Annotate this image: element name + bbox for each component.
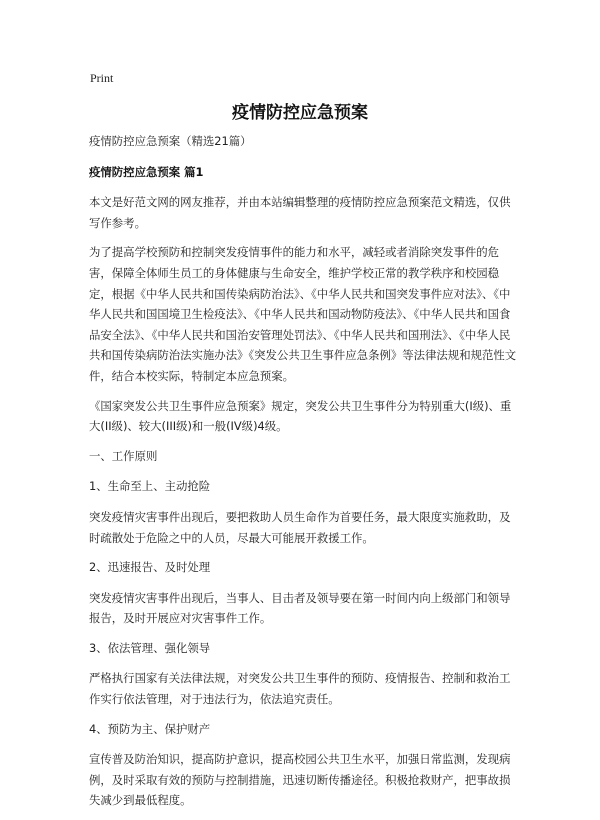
classification-paragraph: 《国家突发公共卫生事件应急预案》规定，突发公共卫生事件分为特别重大(I级)、重大(II级)、较大(III级)和一般(IV级)4级。 bbox=[89, 398, 512, 434]
section-title: 疫情防控应急预案 篇1 bbox=[89, 164, 204, 179]
page-title: 疫情防控应急预案 bbox=[232, 103, 368, 123]
principle-3-heading: 3、依法管理、强化领导 bbox=[89, 640, 211, 655]
purpose-paragraph: 为了提高学校预防和控制突发疫情事件的能力和水平，减轻或者消除突发事件的危害，保障全体师生员工的身体健康与生命安全，维护学校正常的教学秩序和校园稳定，根据《中华人民共和国传染病防治法》、《中华人民共和国突发事件应对法》、《中华人民共和国国境卫生检疫法》、《中华人民共和国动物防疫法》、《中华人民共和国食品安全法》、《中华人民共和国治安管理处罚法》、《中华人民共和国刑法》、《中华人民共和国传染病防治法实施办法》《突发公共卫生事件应急条例》等法律法规和规范性文件，结合本校实际，特制定本应急预案。 bbox=[89, 245, 517, 383]
document-body bbox=[89, 131, 517, 820]
intro-paragraph: 本文是好范文网的网友推荐，并由本站编辑整理的疫情防控应急预案范文精选，仅供写作参考。 bbox=[89, 195, 511, 230]
principle-2-text: 突发疫情灾害事件出现后，当事人、目击者及领导要在第一时间内向上级部门和领导报告，及时开展应对灾害事件工作。 bbox=[89, 590, 511, 626]
principle-4-text: 宣传普及防治知识，提高防护意识，提高校园公共卫生水平，加强日常监测，发现病例，及时采取有效的预防与控制措施，迅速切断传播途径。积极抢救财产，把事故损失减少到最低程度。 bbox=[89, 752, 511, 808]
principle-4-heading: 4、预防为主、保护财产 bbox=[89, 721, 211, 736]
principle-1-heading: 1、生命至上、主动抢险 bbox=[89, 479, 211, 494]
document-subtitle: 疫情防控应急预案（精选21篇） bbox=[89, 134, 252, 148]
principle-2-heading: 2、迅速报告、及时处理 bbox=[89, 560, 211, 575]
principles-heading: 一、工作原则 bbox=[89, 448, 158, 463]
principle-1-text: 突发疫情灾害事件出现后，要把救助人员生命作为首要任务，最大限度实施救助，及时疏散处于危险之中的人员，尽最大可能展开救援工作。 bbox=[89, 509, 511, 545]
print-link[interactable]: Print bbox=[90, 71, 114, 85]
principle-3-text: 严格执行国家有关法律法规，对突发公共卫生事件的预防、疫情报告、控制和救治工作实行依法管理，对于违法行为，依法追究责任。 bbox=[89, 671, 511, 707]
